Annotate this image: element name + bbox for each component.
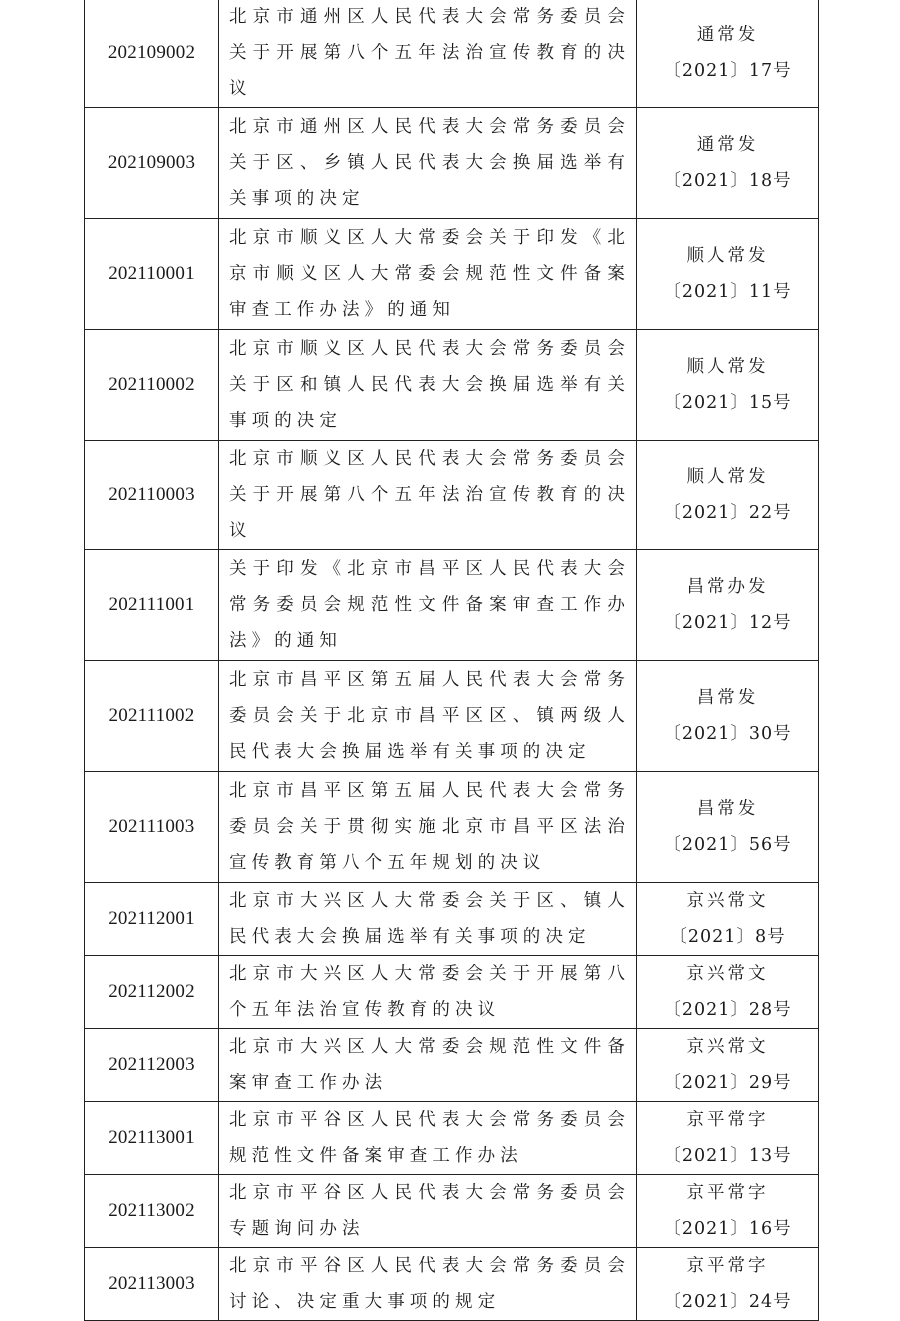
doc-serial: 〔2021〕13号 [663, 1146, 792, 1166]
table-row [85, 661, 819, 772]
row-title: 北京市通州区人民代表大会常务委员会关于区、乡镇人民代表大会换届选举有关事项的决定 [219, 108, 637, 219]
table-row [85, 219, 819, 330]
doc-serial: 〔2021〕16号 [663, 1219, 792, 1239]
row-number: 202113002 [85, 1175, 219, 1248]
row-title: 北京市大兴区人大常委会关于区、镇人民代表大会换届选举有关事项的决定 [219, 883, 637, 956]
row-title: 北京市平谷区人民代表大会常务委员会讨论、决定重大事项的规定 [219, 1248, 637, 1321]
table-row [85, 883, 819, 956]
row-number: 202109002 [85, 0, 219, 108]
row-title: 关于印发《北京市昌平区人民代表大会常务委员会规范性文件备案审查工作办法》的通知 [219, 550, 637, 661]
doc-serial: 〔2021〕8号 [669, 927, 786, 947]
row-number: 202111002 [85, 661, 219, 772]
doc-serial: 〔2021〕12号 [663, 613, 792, 633]
row-number: 202110002 [85, 330, 219, 441]
doc-issuer: 京兴常文 [686, 891, 769, 911]
doc-serial: 〔2021〕18号 [663, 171, 792, 191]
doc-issuer: 京平常字 [686, 1183, 769, 1203]
row-number: 202112001 [85, 883, 219, 956]
doc-issuer: 通常发 [696, 25, 759, 45]
doc-issuer: 昌常办发 [686, 577, 769, 597]
row-doc-number [637, 550, 819, 661]
table-row [85, 108, 819, 219]
row-number: 202112003 [85, 1029, 219, 1102]
table-row [85, 956, 819, 1029]
doc-serial: 〔2021〕56号 [663, 835, 792, 855]
table-row [85, 1029, 819, 1102]
row-title: 北京市顺义区人大常委会关于印发《北京市顺义区人大常委会规范性文件备案审查工作办法》的通知 [219, 219, 637, 330]
table-row [85, 772, 819, 883]
doc-serial: 〔2021〕22号 [663, 503, 792, 523]
doc-issuer: 顺人常发 [686, 246, 769, 266]
row-title: 北京市通州区人民代表大会常务委员会关于开展第八个五年法治宣传教育的决议 [219, 0, 637, 108]
doc-serial: 〔2021〕17号 [663, 61, 792, 81]
row-doc-number [637, 772, 819, 883]
row-title: 北京市昌平区第五届人民代表大会常务委员会关于贯彻实施北京市昌平区法治宣传教育第八个五年规划的决议 [219, 772, 637, 883]
row-doc-number [637, 219, 819, 330]
doc-serial: 〔2021〕28号 [663, 1000, 792, 1020]
doc-serial: 〔2021〕15号 [663, 393, 792, 413]
row-number: 202113003 [85, 1248, 219, 1321]
row-title: 北京市顺义区人民代表大会常务委员会关于开展第八个五年法治宣传教育的决议 [219, 441, 637, 550]
row-doc-number [637, 1029, 819, 1102]
row-number: 202113001 [85, 1102, 219, 1175]
row-doc-number [637, 883, 819, 956]
row-title: 北京市顺义区人民代表大会常务委员会关于区和镇人民代表大会换届选举有关事项的决定 [219, 330, 637, 441]
table-row [85, 1175, 819, 1248]
doc-issuer: 顺人常发 [686, 467, 769, 487]
doc-issuer: 昌常发 [696, 799, 759, 819]
row-title: 北京市平谷区人民代表大会常务委员会规范性文件备案审查工作办法 [219, 1102, 637, 1175]
row-number: 202111001 [85, 550, 219, 661]
doc-issuer: 京兴常文 [686, 1037, 769, 1057]
table-row [85, 441, 819, 550]
doc-serial: 〔2021〕11号 [663, 282, 792, 302]
row-doc-number [637, 441, 819, 550]
table-row [85, 330, 819, 441]
table-row [85, 1248, 819, 1321]
row-doc-number [637, 956, 819, 1029]
row-number: 202110001 [85, 219, 219, 330]
row-number: 202112002 [85, 956, 219, 1029]
row-title: 北京市大兴区人大常委会关于开展第八个五年法治宣传教育的决议 [219, 956, 637, 1029]
doc-issuer: 京平常字 [686, 1256, 769, 1276]
row-doc-number [637, 661, 819, 772]
table-row [85, 550, 819, 661]
row-doc-number [637, 330, 819, 441]
document-table [84, 0, 819, 1321]
doc-issuer: 昌常发 [696, 688, 759, 708]
doc-issuer: 通常发 [696, 135, 759, 155]
row-doc-number [637, 108, 819, 219]
doc-issuer: 顺人常发 [686, 357, 769, 377]
doc-serial: 〔2021〕24号 [663, 1292, 792, 1312]
row-title: 北京市大兴区人大常委会规范性文件备案审查工作办法 [219, 1029, 637, 1102]
table-row [85, 1102, 819, 1175]
row-doc-number [637, 1248, 819, 1321]
doc-serial: 〔2021〕30号 [663, 724, 792, 744]
table-row [85, 0, 819, 108]
row-title: 北京市昌平区第五届人民代表大会常务委员会关于北京市昌平区区、镇两级人民代表大会换届选举有关事项的决定 [219, 661, 637, 772]
row-doc-number [637, 1102, 819, 1175]
doc-serial: 〔2021〕29号 [663, 1073, 792, 1093]
row-doc-number [637, 0, 819, 108]
row-doc-number [637, 1175, 819, 1248]
row-title: 北京市平谷区人民代表大会常务委员会专题询问办法 [219, 1175, 637, 1248]
doc-issuer: 京平常字 [686, 1110, 769, 1130]
row-number: 202109003 [85, 108, 219, 219]
doc-issuer: 京兴常文 [686, 964, 769, 984]
row-number: 202111003 [85, 772, 219, 883]
row-number: 202110003 [85, 441, 219, 550]
table-body [85, 0, 819, 1321]
